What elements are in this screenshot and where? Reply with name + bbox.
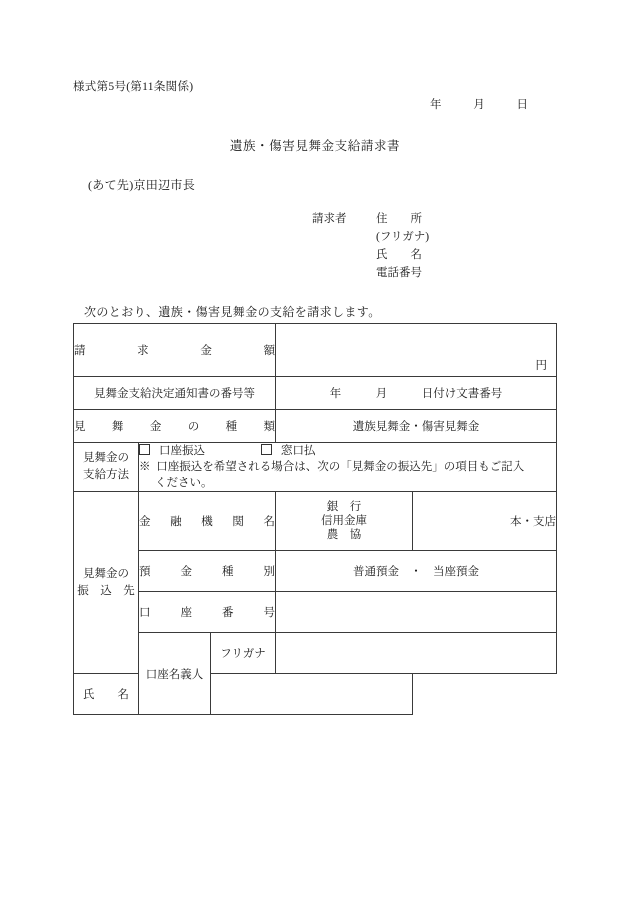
kind-label-char-5: 類 (263, 421, 276, 433)
account-holder-label-cell: 口座名義人 (139, 633, 211, 715)
payment-method-options-cell (139, 443, 557, 492)
institution-type-bank: 銀 行 (326, 501, 362, 513)
institution-label-char-4: 名 (263, 516, 275, 528)
payment-method-note (139, 459, 556, 491)
transfer-destination-label-cell (74, 492, 139, 674)
applicant-name-label: 氏 名 (376, 249, 422, 261)
amount-label-char-0: 請 (74, 345, 86, 357)
date-line (430, 96, 528, 112)
account-number-label (139, 604, 275, 620)
account-number-label-char-1: 座 (180, 607, 192, 619)
note-line-2: ください。 (155, 477, 213, 489)
account-number-value-cell[interactable] (276, 592, 557, 633)
kind-label-char-3: の (187, 421, 200, 433)
institution-label-cell (139, 492, 276, 551)
account-number-label-char-3: 号 (263, 607, 275, 619)
account-holder-furigana-label-cell: フリガナ (211, 633, 276, 674)
account-holder-name-value-cell[interactable] (211, 674, 413, 715)
applicant-lead-label: 請求者 (312, 213, 347, 225)
payment-method-label-line1: 見舞金の (83, 452, 129, 464)
deposit-kind-label-char-0: 預 (139, 566, 151, 578)
applicant-name-row (312, 246, 429, 264)
kind-label-cell (74, 410, 276, 443)
amount-unit-label: 円 (535, 360, 548, 372)
option-counter-payment-label: 窓口払 (281, 445, 316, 457)
kind-label-char-4: 種 (225, 421, 238, 433)
transfer-destination-label-line1: 見舞金の (83, 567, 129, 580)
transfer-destination-label-line2: 振 込 先 (77, 584, 135, 597)
kind-label (74, 418, 275, 434)
applicant-furigana-label: (フリガナ) (376, 231, 430, 243)
option-bank-transfer-label: 口座振込 (159, 445, 205, 457)
institution-label-char-0: 金 (139, 516, 151, 528)
amount-label-char-2: 金 (200, 345, 212, 357)
account-number-label-char-0: 口 (139, 607, 151, 619)
institution-type-nokyo: 農 協 (326, 529, 362, 541)
note-mark: ※ (139, 461, 151, 473)
table-row-payment-method (74, 443, 557, 492)
institution-label-char-2: 機 (201, 516, 213, 528)
applicant-phone-label: 電話番号 (376, 267, 422, 279)
amount-label-cell (74, 324, 276, 377)
deposit-kind-separator: ・ (410, 566, 422, 578)
table-row-kind (74, 410, 557, 443)
deposit-kind-label-char-2: 種 (222, 566, 234, 578)
deposit-kind-value-cell[interactable] (276, 551, 557, 592)
table-row-deposit-kind (74, 551, 557, 592)
date-year-label: 年 (430, 99, 442, 111)
amount-label-char-3: 額 (263, 345, 276, 357)
deposit-kind-label (139, 563, 275, 579)
deposit-kind-label-char-1: 金 (180, 566, 192, 578)
applicant-address-row (312, 210, 429, 228)
institution-label-char-3: 関 (232, 516, 244, 528)
table-row-account-holder-furigana (74, 633, 557, 674)
kind-label-char-2: 金 (149, 421, 162, 433)
amount-label-char-1: 求 (137, 345, 149, 357)
deposit-kind-label-cell (139, 551, 276, 592)
document-title: 遺族・傷害見舞金支給請求書 (229, 139, 401, 153)
addressee: (あて先)京田辺市長 (88, 178, 195, 192)
applicant-furigana-row (312, 228, 429, 246)
kind-label-char-1: 舞 (111, 421, 124, 433)
note-line-1: 口座振込を希望される場合は、次の「見舞金の振込先」の項目もご記入 (156, 461, 525, 473)
kind-label-char-0: 見 (74, 421, 86, 433)
table-row-amount (74, 324, 557, 377)
table-row-institution (74, 492, 557, 551)
institution-branch-cell[interactable]: 本・支店 (413, 492, 557, 551)
account-number-label-cell (139, 592, 276, 633)
kind-value-cell[interactable]: 遺族見舞金・傷害見舞金 (276, 410, 557, 443)
applicant-block (312, 210, 429, 282)
deposit-kind-current: 当座預金 (433, 566, 480, 578)
institution-type-cell[interactable] (276, 492, 413, 551)
payment-method-label-cell (74, 443, 139, 492)
date-day-label: 日 (516, 99, 528, 111)
applicant-phone-row (312, 264, 429, 282)
institution-label-char-1: 融 (170, 516, 182, 528)
table-row-notice-number (74, 377, 557, 410)
payment-method-option-row (139, 445, 316, 457)
amount-value-cell[interactable] (276, 324, 557, 377)
account-holder-name-label-cell: 氏 名 (74, 674, 139, 715)
deposit-kind-ordinary: 普通預金 (353, 566, 400, 578)
account-holder-furigana-value-cell[interactable] (276, 633, 557, 674)
notice-number-label-cell: 見舞金支給決定通知書の番号等 (74, 377, 276, 410)
applicant-address-label: 住 所 (376, 213, 422, 225)
deposit-kind-label-char-3: 別 (263, 566, 275, 578)
institution-label (139, 513, 275, 529)
date-month-label: 月 (473, 99, 485, 111)
form-number: 様式第5号(第11条関係) (73, 81, 194, 93)
intro-sentence: 次のとおり、遺族・傷害見舞金の支給を請求します。 (84, 305, 381, 319)
table-row-account-number (74, 592, 557, 633)
checkbox-bank-transfer[interactable] (139, 444, 150, 455)
account-number-label-char-2: 番 (222, 607, 234, 619)
request-form-table (73, 323, 557, 715)
notice-number-value-cell[interactable]: 年 月 日付け文書番号 (276, 377, 557, 410)
payment-method-label-line2: 支給方法 (83, 469, 129, 481)
checkbox-counter-payment[interactable] (261, 444, 272, 455)
amount-label (74, 342, 275, 358)
institution-type-shinkin: 信用金庫 (321, 515, 368, 527)
